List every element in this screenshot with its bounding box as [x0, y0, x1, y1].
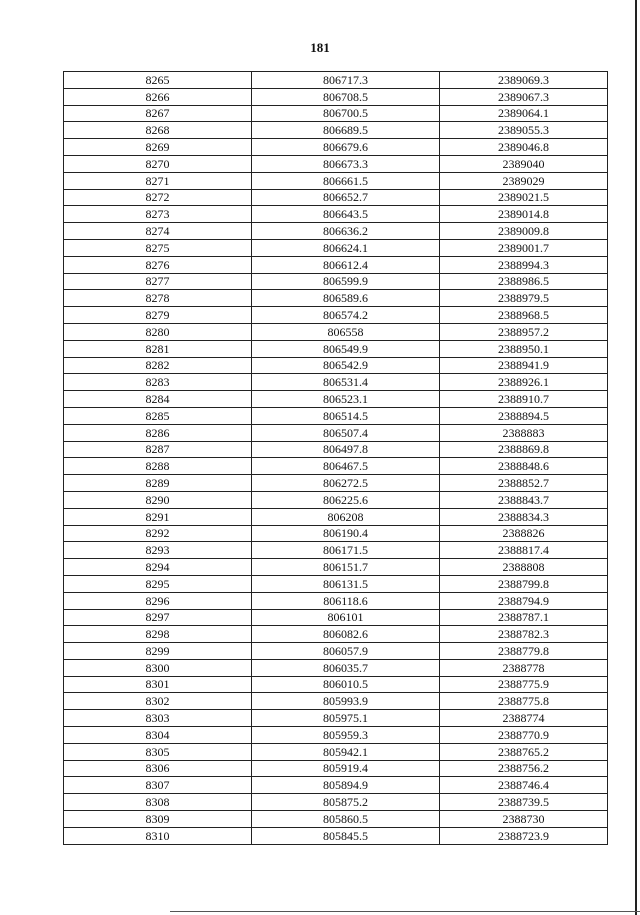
table-row	[64, 88, 608, 105]
y-coordinate-cell: 2388794.9	[440, 592, 608, 609]
point-number-cell: 8269	[64, 139, 252, 156]
point-number-cell: 8302	[64, 693, 252, 710]
table-row	[64, 727, 608, 744]
x-coordinate-cell: 806599.9	[252, 273, 440, 290]
y-coordinate-cell: 2388778	[440, 659, 608, 676]
point-number-cell: 8303	[64, 710, 252, 727]
table-row	[64, 441, 608, 458]
table-row	[64, 340, 608, 357]
point-number-cell: 8268	[64, 122, 252, 139]
point-number-cell: 8295	[64, 575, 252, 592]
x-coordinate-cell: 806507.4	[252, 424, 440, 441]
y-coordinate-cell: 2388775.8	[440, 693, 608, 710]
point-number-cell: 8270	[64, 155, 252, 172]
x-coordinate-cell: 806151.7	[252, 559, 440, 576]
y-coordinate-cell: 2388808	[440, 559, 608, 576]
point-number-cell: 8274	[64, 223, 252, 240]
point-number-cell: 8287	[64, 441, 252, 458]
table-row	[64, 811, 608, 828]
table-row	[64, 609, 608, 626]
x-coordinate-cell: 806208	[252, 508, 440, 525]
y-coordinate-cell: 2388774	[440, 710, 608, 727]
coordinates-table-body	[64, 72, 608, 845]
x-coordinate-cell: 806514.5	[252, 407, 440, 424]
y-coordinate-cell: 2389067.3	[440, 88, 608, 105]
point-number-cell: 8290	[64, 491, 252, 508]
point-number-cell: 8294	[64, 559, 252, 576]
table-row	[64, 122, 608, 139]
point-number-cell: 8266	[64, 88, 252, 105]
x-coordinate-cell: 806225.6	[252, 491, 440, 508]
table-row	[64, 256, 608, 273]
y-coordinate-cell: 2388765.2	[440, 743, 608, 760]
y-coordinate-cell: 2388852.7	[440, 475, 608, 492]
y-coordinate-cell: 2388779.8	[440, 643, 608, 660]
table-row	[64, 223, 608, 240]
table-row	[64, 105, 608, 122]
point-number-cell: 8301	[64, 676, 252, 693]
x-coordinate-cell: 806589.6	[252, 290, 440, 307]
x-coordinate-cell: 806190.4	[252, 525, 440, 542]
y-coordinate-cell: 2389001.7	[440, 239, 608, 256]
x-coordinate-cell: 806010.5	[252, 676, 440, 693]
x-coordinate-cell: 805959.3	[252, 727, 440, 744]
table-row	[64, 374, 608, 391]
table-row	[64, 559, 608, 576]
x-coordinate-cell: 806523.1	[252, 391, 440, 408]
table-row	[64, 525, 608, 542]
y-coordinate-cell: 2388826	[440, 525, 608, 542]
point-number-cell: 8291	[64, 508, 252, 525]
y-coordinate-cell: 2389009.8	[440, 223, 608, 240]
y-coordinate-cell: 2388883	[440, 424, 608, 441]
x-coordinate-cell: 806708.5	[252, 88, 440, 105]
y-coordinate-cell: 2388799.8	[440, 575, 608, 592]
y-coordinate-cell: 2388941.9	[440, 357, 608, 374]
point-number-cell: 8284	[64, 391, 252, 408]
y-coordinate-cell: 2388848.6	[440, 458, 608, 475]
x-coordinate-cell: 806082.6	[252, 626, 440, 643]
y-coordinate-cell: 2388994.3	[440, 256, 608, 273]
y-coordinate-cell: 2389021.5	[440, 189, 608, 206]
point-number-cell: 8307	[64, 777, 252, 794]
point-number-cell: 8298	[64, 626, 252, 643]
table-row	[64, 542, 608, 559]
table-row	[64, 458, 608, 475]
point-number-cell: 8278	[64, 290, 252, 307]
table-row	[64, 710, 608, 727]
point-number-cell: 8275	[64, 239, 252, 256]
x-coordinate-cell: 806101	[252, 609, 440, 626]
table-row	[64, 676, 608, 693]
table-row	[64, 777, 608, 794]
y-coordinate-cell: 2388730	[440, 811, 608, 828]
x-coordinate-cell: 806652.7	[252, 189, 440, 206]
point-number-cell: 8282	[64, 357, 252, 374]
x-coordinate-cell: 805942.1	[252, 743, 440, 760]
table-row	[64, 643, 608, 660]
point-number-cell: 8292	[64, 525, 252, 542]
point-number-cell: 8283	[64, 374, 252, 391]
table-row	[64, 626, 608, 643]
table-row	[64, 424, 608, 441]
point-number-cell: 8300	[64, 659, 252, 676]
y-coordinate-cell: 2388986.5	[440, 273, 608, 290]
y-coordinate-cell: 2389064.1	[440, 105, 608, 122]
x-coordinate-cell: 806636.2	[252, 223, 440, 240]
y-coordinate-cell: 2389055.3	[440, 122, 608, 139]
x-coordinate-cell: 806700.5	[252, 105, 440, 122]
point-number-cell: 8305	[64, 743, 252, 760]
point-number-cell: 8271	[64, 172, 252, 189]
table-row	[64, 827, 608, 844]
x-coordinate-cell: 806497.8	[252, 441, 440, 458]
y-coordinate-cell: 2388910.7	[440, 391, 608, 408]
y-coordinate-cell: 2388834.3	[440, 508, 608, 525]
y-coordinate-cell: 2388787.1	[440, 609, 608, 626]
x-coordinate-cell: 806612.4	[252, 256, 440, 273]
x-coordinate-cell: 806057.9	[252, 643, 440, 660]
x-coordinate-cell: 806467.5	[252, 458, 440, 475]
page-number: 181	[310, 40, 330, 55]
table-row	[64, 239, 608, 256]
table-row	[64, 155, 608, 172]
table-row	[64, 794, 608, 811]
point-number-cell: 8309	[64, 811, 252, 828]
y-coordinate-cell: 2388926.1	[440, 374, 608, 391]
x-coordinate-cell: 806542.9	[252, 357, 440, 374]
y-coordinate-cell: 2388957.2	[440, 323, 608, 340]
y-coordinate-cell: 2388979.5	[440, 290, 608, 307]
y-coordinate-cell: 2388817.4	[440, 542, 608, 559]
y-coordinate-cell: 2388843.7	[440, 491, 608, 508]
y-coordinate-cell: 2388723.9	[440, 827, 608, 844]
y-coordinate-cell: 2388950.1	[440, 340, 608, 357]
y-coordinate-cell: 2388739.5	[440, 794, 608, 811]
page-edge-right	[635, 0, 637, 915]
point-number-cell: 8308	[64, 794, 252, 811]
x-coordinate-cell: 806679.6	[252, 139, 440, 156]
x-coordinate-cell: 805975.1	[252, 710, 440, 727]
x-coordinate-cell: 806272.5	[252, 475, 440, 492]
table-row	[64, 475, 608, 492]
y-coordinate-cell: 2388968.5	[440, 307, 608, 324]
table-row	[64, 391, 608, 408]
y-coordinate-cell: 2389029	[440, 172, 608, 189]
point-number-cell: 8299	[64, 643, 252, 660]
point-number-cell: 8265	[64, 72, 252, 89]
y-coordinate-cell: 2389046.8	[440, 139, 608, 156]
x-coordinate-cell: 805845.5	[252, 827, 440, 844]
table-row	[64, 72, 608, 89]
table-row	[64, 407, 608, 424]
x-coordinate-cell: 805860.5	[252, 811, 440, 828]
point-number-cell: 8285	[64, 407, 252, 424]
point-number-cell: 8273	[64, 206, 252, 223]
x-coordinate-cell: 805993.9	[252, 693, 440, 710]
y-coordinate-cell: 2388775.9	[440, 676, 608, 693]
table-row	[64, 592, 608, 609]
point-number-cell: 8267	[64, 105, 252, 122]
coordinates-table	[63, 71, 608, 845]
point-number-cell: 8280	[64, 323, 252, 340]
x-coordinate-cell: 806661.5	[252, 172, 440, 189]
page-edge-bottom	[170, 911, 640, 912]
x-coordinate-cell: 806643.5	[252, 206, 440, 223]
x-coordinate-cell: 806574.2	[252, 307, 440, 324]
point-number-cell: 8297	[64, 609, 252, 626]
x-coordinate-cell: 806717.3	[252, 72, 440, 89]
x-coordinate-cell: 806531.4	[252, 374, 440, 391]
y-coordinate-cell: 2389014.8	[440, 206, 608, 223]
y-coordinate-cell: 2388782.3	[440, 626, 608, 643]
table-row	[64, 491, 608, 508]
y-coordinate-cell: 2389040	[440, 155, 608, 172]
table-row	[64, 290, 608, 307]
table-row	[64, 172, 608, 189]
point-number-cell: 8293	[64, 542, 252, 559]
y-coordinate-cell: 2389069.3	[440, 72, 608, 89]
table-row	[64, 659, 608, 676]
point-number-cell: 8310	[64, 827, 252, 844]
x-coordinate-cell: 806673.3	[252, 155, 440, 172]
x-coordinate-cell: 806171.5	[252, 542, 440, 559]
x-coordinate-cell: 806131.5	[252, 575, 440, 592]
y-coordinate-cell: 2388894.5	[440, 407, 608, 424]
point-number-cell: 8288	[64, 458, 252, 475]
table-row	[64, 575, 608, 592]
x-coordinate-cell: 806558	[252, 323, 440, 340]
y-coordinate-cell: 2388756.2	[440, 760, 608, 777]
point-number-cell: 8296	[64, 592, 252, 609]
table-row	[64, 323, 608, 340]
table-row	[64, 206, 608, 223]
point-number-cell: 8286	[64, 424, 252, 441]
x-coordinate-cell: 806624.1	[252, 239, 440, 256]
table-row	[64, 693, 608, 710]
y-coordinate-cell: 2388770.9	[440, 727, 608, 744]
x-coordinate-cell: 806035.7	[252, 659, 440, 676]
point-number-cell: 8277	[64, 273, 252, 290]
table-row	[64, 189, 608, 206]
y-coordinate-cell: 2388869.8	[440, 441, 608, 458]
table-row	[64, 139, 608, 156]
x-coordinate-cell: 806689.5	[252, 122, 440, 139]
point-number-cell: 8276	[64, 256, 252, 273]
x-coordinate-cell: 805894.9	[252, 777, 440, 794]
x-coordinate-cell: 806118.6	[252, 592, 440, 609]
table-row	[64, 508, 608, 525]
y-coordinate-cell: 2388746.4	[440, 777, 608, 794]
point-number-cell: 8272	[64, 189, 252, 206]
table-row	[64, 357, 608, 374]
point-number-cell: 8279	[64, 307, 252, 324]
point-number-cell: 8281	[64, 340, 252, 357]
x-coordinate-cell: 806549.9	[252, 340, 440, 357]
x-coordinate-cell: 805919.4	[252, 760, 440, 777]
table-row	[64, 307, 608, 324]
x-coordinate-cell: 805875.2	[252, 794, 440, 811]
table-row	[64, 273, 608, 290]
table-row	[64, 760, 608, 777]
point-number-cell: 8306	[64, 760, 252, 777]
point-number-cell: 8289	[64, 475, 252, 492]
table-row	[64, 743, 608, 760]
point-number-cell: 8304	[64, 727, 252, 744]
